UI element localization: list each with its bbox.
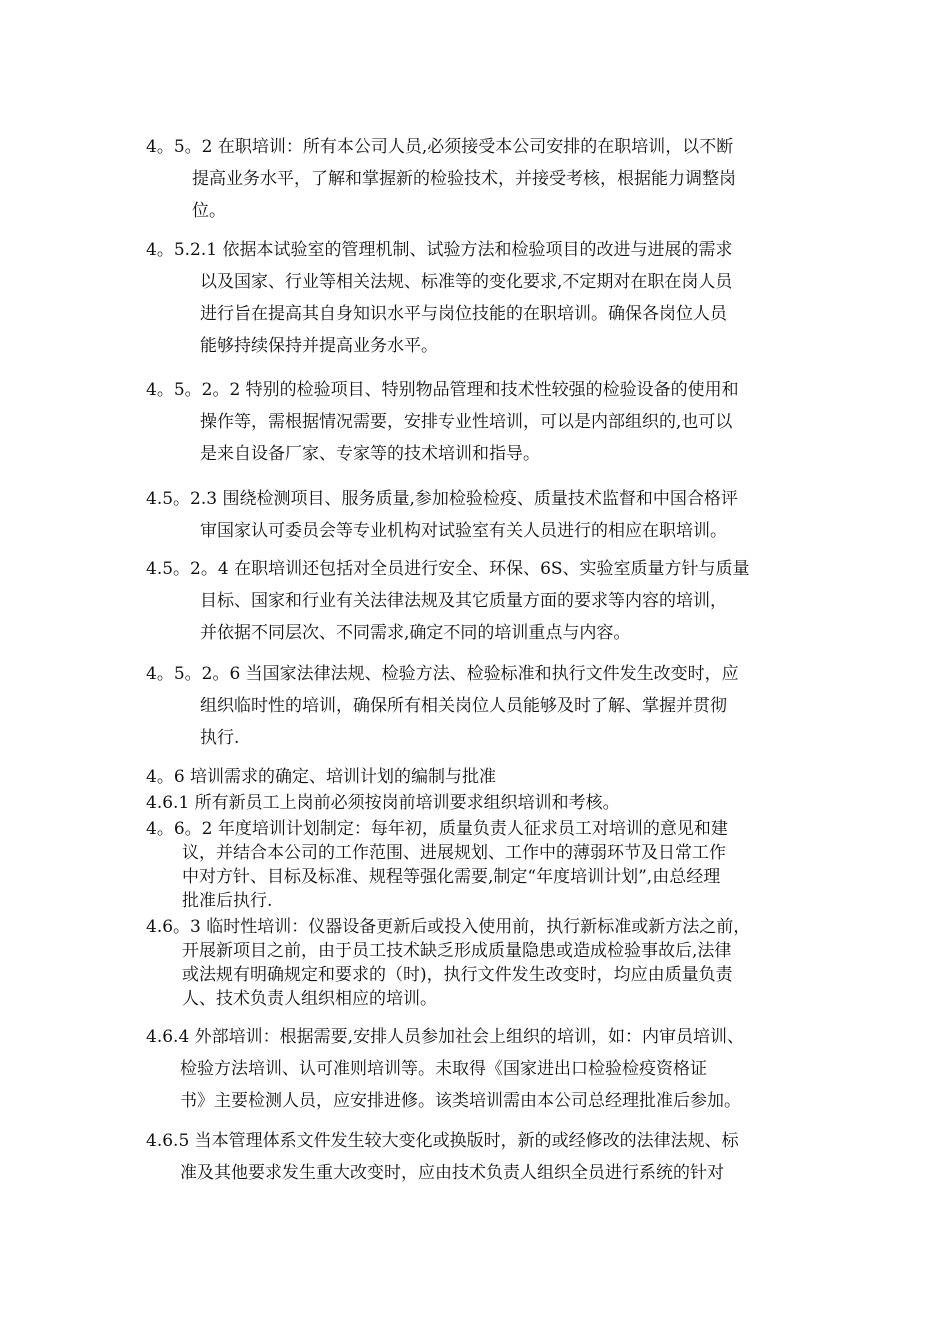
text-line: 以及国家、行业等相关法规、标准等的变化要求,不定期对在职在岗人员 [200,272,733,292]
text-line: 4。5.2.1 依据本试验室的管理机制、试验方法和检验项目的改进与进展的需求 [146,240,733,260]
paragraph-4-6-4 [146,1021,816,1117]
text-line: 或法规有明确规定和要求的（时)，执行文件发生改变时，均应由质量负责 [182,965,733,985]
paragraph-4-5-2-1 [146,234,816,362]
text-line: 4.6。3 临时性培训：仪器设备更新后或投入使用前，执行新标准或新方法之前， [146,917,751,937]
heading-4-6 [146,765,816,789]
text-line: 批准后执行. [182,891,273,911]
paragraph-4-6-1 [146,791,816,815]
text-line: 提高业务水平，了解和掌握新的检验技术，并接受考核，根据能力调整岗 [192,169,736,189]
text-line: 中对方针、目标及标准、规程等强化需要,制定“年度培训计划”,由总经理 [182,867,721,887]
text-line: 检验方法培训、认可准则培训等。未取得《国家进出口检验检疫资格证 [180,1059,707,1079]
text-line: 4.5。2。4 在职培训还包括对全员进行安全、环保、6S、实验室质量方针与质量 [146,559,750,579]
text-line: 执行. [200,728,240,748]
text-line: 操作等，需根据情况需要，安排专业性培训，可以是内部组织的,也可以 [200,412,733,432]
text-line: 进行旨在提高其自身知识水平与岗位技能的在职培训。确保各岗位人员 [200,304,727,324]
text-line: 是来自设备厂家、专家等的技术培训和指导。 [200,444,540,464]
paragraph-4-5-2-2 [146,374,816,470]
paragraph-4-5-2-3 [146,483,816,547]
paragraph-4-5-2 [146,131,816,227]
text-line: 书》主要检测人员，应安排进修。该类培训需由本公司总经理批准后参加。 [180,1091,741,1111]
text-line: 4.5。2.3 围绕检测项目、服务质量,参加检验检疫、质量技术监督和中国合格评 [146,489,738,509]
text-line: 位。 [192,201,226,221]
text-line: 4。5。2 在职培训：所有本公司人员,必须接受本公司安排的在职培训，以不断 [146,137,734,157]
text-line: 4。6。2 年度培训计划制定：每年初，质量负责人征求员工对培训的意见和建 [146,819,728,839]
text-line: 4.6.4 外部培训：根据需要,安排人员参加社会上组织的培训，如：内审员培训、 [146,1027,745,1047]
text-line: 4.6.1 所有新员工上岗前必须按岗前培训要求组织培训和考核。 [146,793,620,813]
text-line: 开展新项目之前，由于员工技术缺乏形成质量隐患或造成检验事故后,法律 [182,941,732,961]
text-line: 准及其他要求发生重大改变时，应由技术负责人组织全员进行系统的针对 [180,1163,724,1183]
paragraph-4-6-2 [146,817,816,913]
paragraph-4-6-5 [146,1125,816,1189]
text-line: 能够持续保持并提高业务水平。 [200,336,438,356]
text-line: 目标、国家和行业有关法律法规及其它质量方面的要求等内容的培训， [200,591,727,611]
paragraph-4-5-2-4 [146,553,816,649]
text-line: 审国家认可委员会等专业机构对试验室有关人员进行的相应在职培训。 [200,521,727,541]
section-heading: 4。6 培训需求的确定、培训计划的编制与批准 [146,767,497,787]
text-line: 4。5。2。2 特别的检验项目、特别物品管理和技术性较强的检验设备的使用和 [146,380,739,400]
text-line: 人、技术负责人组织相应的培训。 [182,989,437,1009]
text-line: 4。5。2。6 当国家法律法规、检验方法、检验标准和执行文件发生改变时，应 [146,664,739,684]
text-line: 组织临时性的培训，确保所有相关岗位人员能够及时了解、掌握并贯彻 [200,696,727,716]
text-line: 议，并结合本公司的工作范围、进展规划、工作中的薄弱环节及日常工作 [182,843,726,863]
text-line: 并依据不同层次、不同需求,确定不同的培训重点与内容。 [200,623,631,643]
text-line: 4.6.5 当本管理体系文件发生较大变化或换版时，新的或经修改的法律法规、标 [146,1131,739,1151]
paragraph-4-6-3 [146,915,816,1011]
paragraph-4-5-2-6 [146,658,816,754]
